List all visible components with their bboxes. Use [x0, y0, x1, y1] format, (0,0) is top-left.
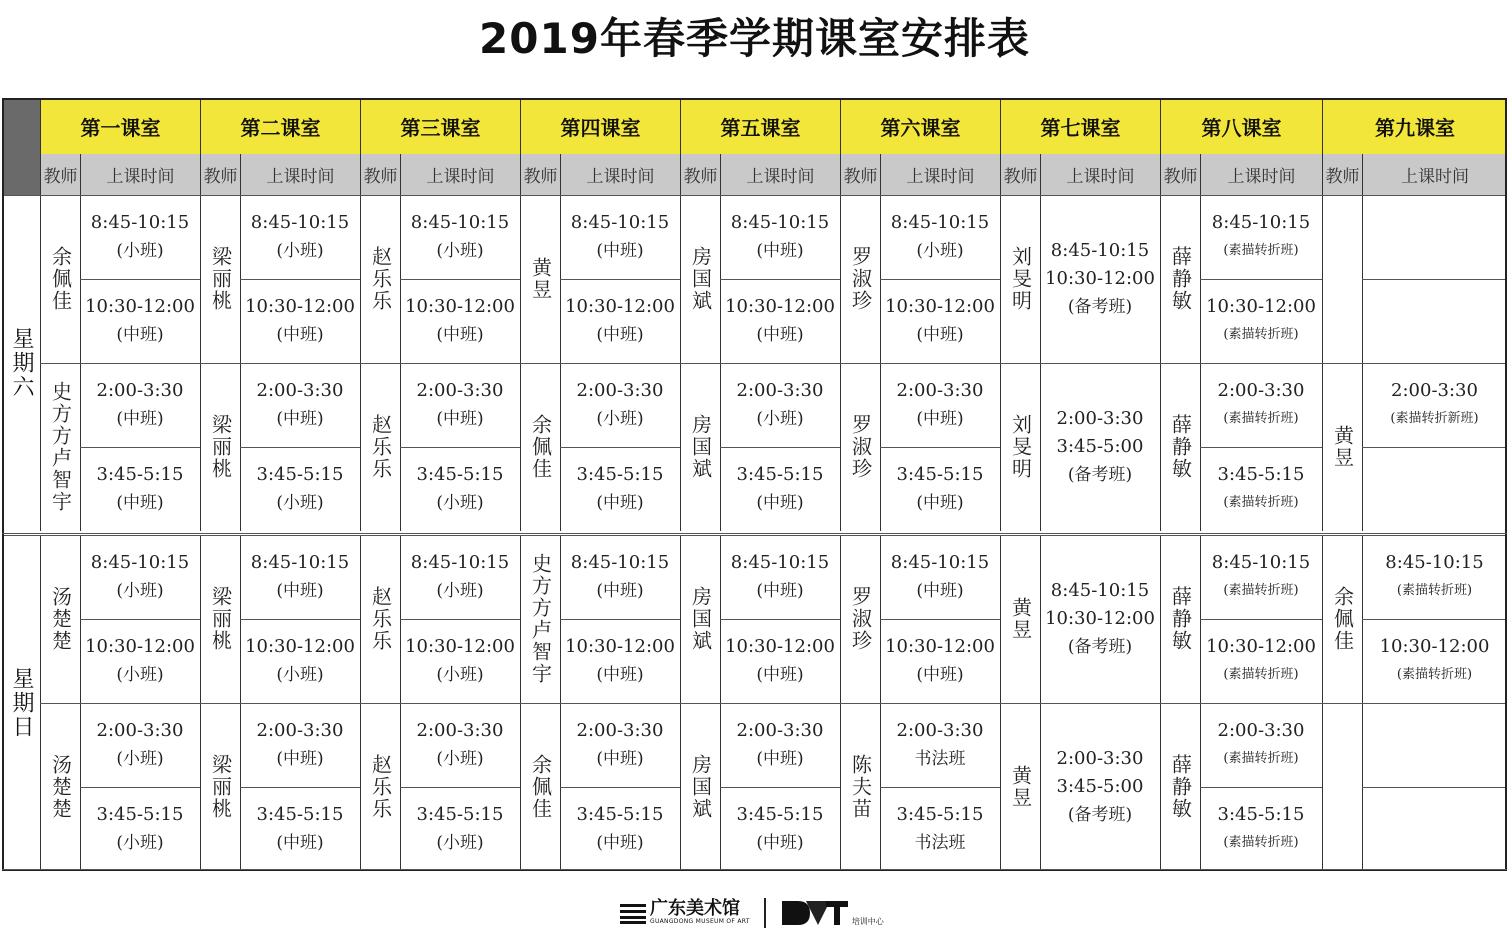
class-type: (中班) — [596, 325, 644, 345]
teacher-name: 黄昱 — [1008, 765, 1033, 809]
room-header: 第三课室 — [360, 98, 520, 154]
training-center-logo — [780, 899, 884, 927]
teacher-name: 罗淑珍 — [848, 586, 873, 652]
time-range: 2:00-3:30 — [736, 380, 824, 401]
time-range: 8:45-10:15 — [1050, 240, 1150, 261]
time-range: 3:45-5:15 — [416, 804, 504, 825]
class-type: (中班) — [596, 833, 644, 853]
teacher-col-header: 教师 — [680, 154, 720, 195]
time-range: 8:45-10:15 — [890, 552, 990, 573]
class-type: (素描转折班) — [1223, 327, 1299, 342]
time-range: 2:00-3:30 — [1217, 380, 1305, 401]
time-range: 10:30-12:00 — [725, 296, 835, 317]
class-type: (中班) — [116, 409, 164, 429]
training-center-name: 培训中心 — [851, 917, 884, 926]
class-type: (素描转折班) — [1223, 667, 1299, 682]
class-type: (中班) — [116, 325, 164, 345]
teacher-name: 房国斌 — [688, 246, 713, 312]
time-range: 8:45-10:15 — [410, 212, 510, 233]
time-col-header: 上课时间 — [400, 154, 520, 195]
time-range: 2:00-3:30 — [1056, 748, 1144, 769]
teacher-name: 余佩佳 — [528, 414, 553, 480]
teacher-name: 赵乐乐 — [368, 246, 393, 312]
class-type: (中班) — [596, 581, 644, 601]
time-col-header: 上课时间 — [560, 154, 680, 195]
time-range: 2:00-3:30 — [576, 380, 664, 401]
class-type: (中班) — [756, 325, 804, 345]
class-type: (中班) — [756, 581, 804, 601]
teacher-name: 薛静敏 — [1168, 754, 1193, 820]
time-range: 8:45-10:15 — [730, 212, 830, 233]
class-type: (中班) — [276, 749, 324, 769]
teacher-name: 罗淑珍 — [848, 414, 873, 480]
teacher-name: 罗淑珍 — [848, 246, 873, 312]
time-range: 2:00-3:30 — [576, 720, 664, 741]
time-range: 2:00-3:30 — [1056, 408, 1144, 429]
time-range: 3:45-5:15 — [256, 804, 344, 825]
class-type: (备考班) — [1067, 637, 1133, 657]
class-type: (中班) — [596, 665, 644, 685]
class-type: (中班) — [436, 409, 484, 429]
time-range: 2:00-3:30 — [896, 720, 984, 741]
museum-logo — [620, 900, 750, 926]
time-range: 3:45-5:15 — [416, 464, 504, 485]
time-range: 10:30-12:00 — [1206, 296, 1316, 317]
teacher-name: 黄昱 — [1008, 597, 1033, 641]
day-label-text: 星期六 — [9, 327, 34, 399]
teacher-name: 余佩佳 — [48, 246, 73, 312]
time-range: 3:45-5:15 — [896, 464, 984, 485]
class-type: (备考班) — [1067, 805, 1133, 825]
time-range: 2:00-3:30 — [256, 720, 344, 741]
time-range: 10:30-12:00 — [1045, 608, 1155, 629]
time-range: 8:45-10:15 — [1211, 552, 1311, 573]
room-header: 第四课室 — [520, 98, 680, 154]
teacher-name: 房国斌 — [688, 414, 713, 480]
teacher-name: 薛静敏 — [1168, 414, 1193, 480]
class-type: (素描转折班) — [1223, 411, 1299, 426]
time-col-header: 上课时间 — [880, 154, 1000, 195]
time-range: 10:30-12:00 — [1045, 268, 1155, 289]
class-type: (中班) — [596, 749, 644, 769]
teacher-name: 余佩佳 — [1330, 586, 1355, 652]
museum-logo-icon — [620, 902, 646, 924]
class-type: (小班) — [276, 665, 324, 685]
time-range: 8:45-10:15 — [250, 212, 350, 233]
time-col-header: 上课时间 — [720, 154, 840, 195]
time-range: 8:45-10:15 — [1385, 552, 1484, 573]
teacher-name: 刘旻明 — [1008, 414, 1033, 480]
teacher-name: 赵乐乐 — [368, 414, 393, 480]
class-type: (素描转折班) — [1396, 667, 1473, 682]
class-type: (小班) — [116, 241, 164, 261]
teacher-col-header: 教师 — [520, 154, 560, 195]
teacher-name: 史方方卢智宇 — [528, 553, 553, 685]
time-range: 2:00-3:30 — [96, 380, 184, 401]
time-range: 8:45-10:15 — [570, 212, 670, 233]
class-type: (中班) — [756, 749, 804, 769]
teacher-name: 黄昱 — [528, 257, 553, 301]
time-range: 10:30-12:00 — [885, 296, 995, 317]
time-range: 10:30-12:00 — [405, 636, 515, 657]
teacher-name: 赵乐乐 — [368, 586, 393, 652]
time-range: 2:00-3:30 — [1217, 720, 1305, 741]
day-divider-line — [2, 533, 1507, 535]
class-type: (小班) — [436, 665, 484, 685]
time-range: 8:45-10:15 — [1211, 212, 1311, 233]
class-type: (中班) — [276, 409, 324, 429]
class-type: (中班) — [916, 581, 964, 601]
class-type: (素描转折班) — [1223, 583, 1299, 598]
time-range: 2:00-3:30 — [1391, 380, 1478, 401]
teacher-name: 陈夫苗 — [848, 754, 873, 820]
class-type: 书法班 — [914, 833, 966, 853]
time-range: 3:45-5:15 — [1217, 464, 1305, 485]
teacher-name: 汤楚楚 — [48, 754, 73, 820]
teacher-name: 汤楚楚 — [48, 586, 73, 652]
room-header: 第六课室 — [840, 98, 1000, 154]
time-col-header: 上课时间 — [80, 154, 200, 195]
room-header: 第八课室 — [1160, 98, 1322, 154]
training-center-logo-icon — [780, 899, 850, 927]
class-type: (小班) — [276, 493, 324, 513]
class-type: (素描转折班) — [1396, 583, 1473, 598]
class-type: (中班) — [756, 833, 804, 853]
time-range: 10:30-12:00 — [245, 296, 355, 317]
table-bottom-line — [2, 869, 1507, 871]
teacher-name: 梁丽桃 — [208, 586, 233, 652]
time-range: 3:45-5:00 — [1056, 776, 1144, 797]
class-type: (小班) — [116, 581, 164, 601]
teacher-col-header: 教师 — [1160, 154, 1200, 195]
class-type: (中班) — [436, 325, 484, 345]
footer-logos — [620, 893, 884, 933]
time-range: 2:00-3:30 — [416, 720, 504, 741]
teacher-col-header: 教师 — [1000, 154, 1040, 195]
teacher-name: 刘旻明 — [1008, 246, 1033, 312]
class-type: (小班) — [436, 241, 484, 261]
time-range: 2:00-3:30 — [256, 380, 344, 401]
class-type: (小班) — [436, 493, 484, 513]
class-type: 书法班 — [914, 749, 966, 769]
class-type: (素描转折班) — [1223, 751, 1299, 766]
class-type: (小班) — [916, 241, 964, 261]
class-type: (中班) — [116, 493, 164, 513]
class-type: (中班) — [916, 493, 964, 513]
teacher-name: 房国斌 — [688, 754, 713, 820]
schedule-table — [2, 98, 1507, 871]
teacher-name: 余佩佳 — [528, 754, 553, 820]
room-header: 第五课室 — [680, 98, 840, 154]
time-range: 8:45-10:15 — [410, 552, 510, 573]
class-type: (中班) — [916, 325, 964, 345]
teacher-name: 薛静敏 — [1168, 586, 1193, 652]
class-type: (小班) — [436, 581, 484, 601]
time-range: 10:30-12:00 — [565, 636, 675, 657]
time-range: 8:45-10:15 — [1050, 580, 1150, 601]
teacher-col-header: 教师 — [200, 154, 240, 195]
time-range: 3:45-5:15 — [736, 804, 824, 825]
class-type: (中班) — [756, 241, 804, 261]
room-header: 第九课室 — [1322, 98, 1507, 154]
teacher-name: 房国斌 — [688, 586, 713, 652]
room-header: 第七课室 — [1000, 98, 1160, 154]
time-col-header: 上课时间 — [240, 154, 360, 195]
class-type: (小班) — [756, 409, 804, 429]
time-range: 3:45-5:15 — [896, 804, 984, 825]
class-type: (中班) — [756, 665, 804, 685]
day-label-text: 星期日 — [9, 667, 34, 739]
time-range: 8:45-10:15 — [730, 552, 830, 573]
time-range: 10:30-12:00 — [405, 296, 515, 317]
class-type: (中班) — [276, 325, 324, 345]
footer-divider — [764, 898, 766, 928]
time-col-header: 上课时间 — [1040, 154, 1160, 195]
museum-name-en: GUANGDONG MUSEUM OF ART — [650, 918, 750, 925]
teacher-col-header: 教师 — [360, 154, 400, 195]
time-range: 3:45-5:15 — [576, 464, 664, 485]
time-range: 8:45-10:15 — [250, 552, 350, 573]
class-type: (中班) — [916, 409, 964, 429]
time-range: 8:45-10:15 — [570, 552, 670, 573]
class-type: (中班) — [916, 665, 964, 685]
class-type: (中班) — [756, 493, 804, 513]
time-range: 3:45-5:00 — [1056, 436, 1144, 457]
teacher-name: 史方方卢智宇 — [48, 381, 73, 513]
time-range: 10:30-12:00 — [1379, 636, 1490, 657]
teacher-name: 赵乐乐 — [368, 754, 393, 820]
class-type: (备考班) — [1067, 297, 1133, 317]
time-range: 3:45-5:15 — [576, 804, 664, 825]
class-type: (小班) — [436, 749, 484, 769]
time-range: 10:30-12:00 — [1206, 636, 1316, 657]
time-range: 2:00-3:30 — [736, 720, 824, 741]
time-range: 3:45-5:15 — [96, 804, 184, 825]
class-type: (小班) — [116, 833, 164, 853]
page-title: 2019年春季学期课室安排表 — [479, 14, 1030, 63]
time-range: 2:00-3:30 — [896, 380, 984, 401]
class-type: (中班) — [276, 833, 324, 853]
class-type: (小班) — [596, 409, 644, 429]
teacher-name: 黄昱 — [1330, 425, 1355, 469]
teacher-name: 梁丽桃 — [208, 414, 233, 480]
time-range: 3:45-5:15 — [736, 464, 824, 485]
time-range: 8:45-10:15 — [890, 212, 990, 233]
room-header: 第一课室 — [40, 98, 200, 154]
museum-name: 广东美术馆 — [650, 898, 740, 919]
class-type: (小班) — [276, 241, 324, 261]
time-range: 10:30-12:00 — [725, 636, 835, 657]
table-frame — [2, 98, 1507, 871]
class-type: (中班) — [596, 493, 644, 513]
teacher-name: 梁丽桃 — [208, 754, 233, 820]
time-range: 8:45-10:15 — [90, 552, 190, 573]
teacher-name: 薛静敏 — [1168, 246, 1193, 312]
class-type: (素描转折班) — [1223, 835, 1299, 850]
time-range: 10:30-12:00 — [85, 296, 195, 317]
teacher-col-header: 教师 — [1322, 154, 1362, 195]
teacher-name: 梁丽桃 — [208, 246, 233, 312]
class-type: (小班) — [116, 749, 164, 769]
class-type: (素描转折班) — [1223, 495, 1299, 510]
time-range: 2:00-3:30 — [96, 720, 184, 741]
class-type: (备考班) — [1067, 465, 1133, 485]
time-range: 10:30-12:00 — [885, 636, 995, 657]
class-type: (小班) — [116, 665, 164, 685]
time-range: 3:45-5:15 — [256, 464, 344, 485]
time-range: 10:30-12:00 — [245, 636, 355, 657]
time-range: 10:30-12:00 — [85, 636, 195, 657]
class-type: (中班) — [276, 581, 324, 601]
class-type: (小班) — [436, 833, 484, 853]
time-range: 8:45-10:15 — [90, 212, 190, 233]
class-type: (素描转折班) — [1223, 243, 1299, 258]
time-range: 2:00-3:30 — [416, 380, 504, 401]
time-col-header: 上课时间 — [1200, 154, 1322, 195]
time-range: 3:45-5:15 — [1217, 804, 1305, 825]
room-header: 第二课室 — [200, 98, 360, 154]
time-range: 3:45-5:15 — [96, 464, 184, 485]
teacher-col-header: 教师 — [40, 154, 80, 195]
class-type: (中班) — [596, 241, 644, 261]
time-col-header: 上课时间 — [1362, 154, 1507, 195]
time-range: 10:30-12:00 — [565, 296, 675, 317]
teacher-col-header: 教师 — [840, 154, 880, 195]
class-type: (素描转折新班) — [1390, 411, 1479, 426]
